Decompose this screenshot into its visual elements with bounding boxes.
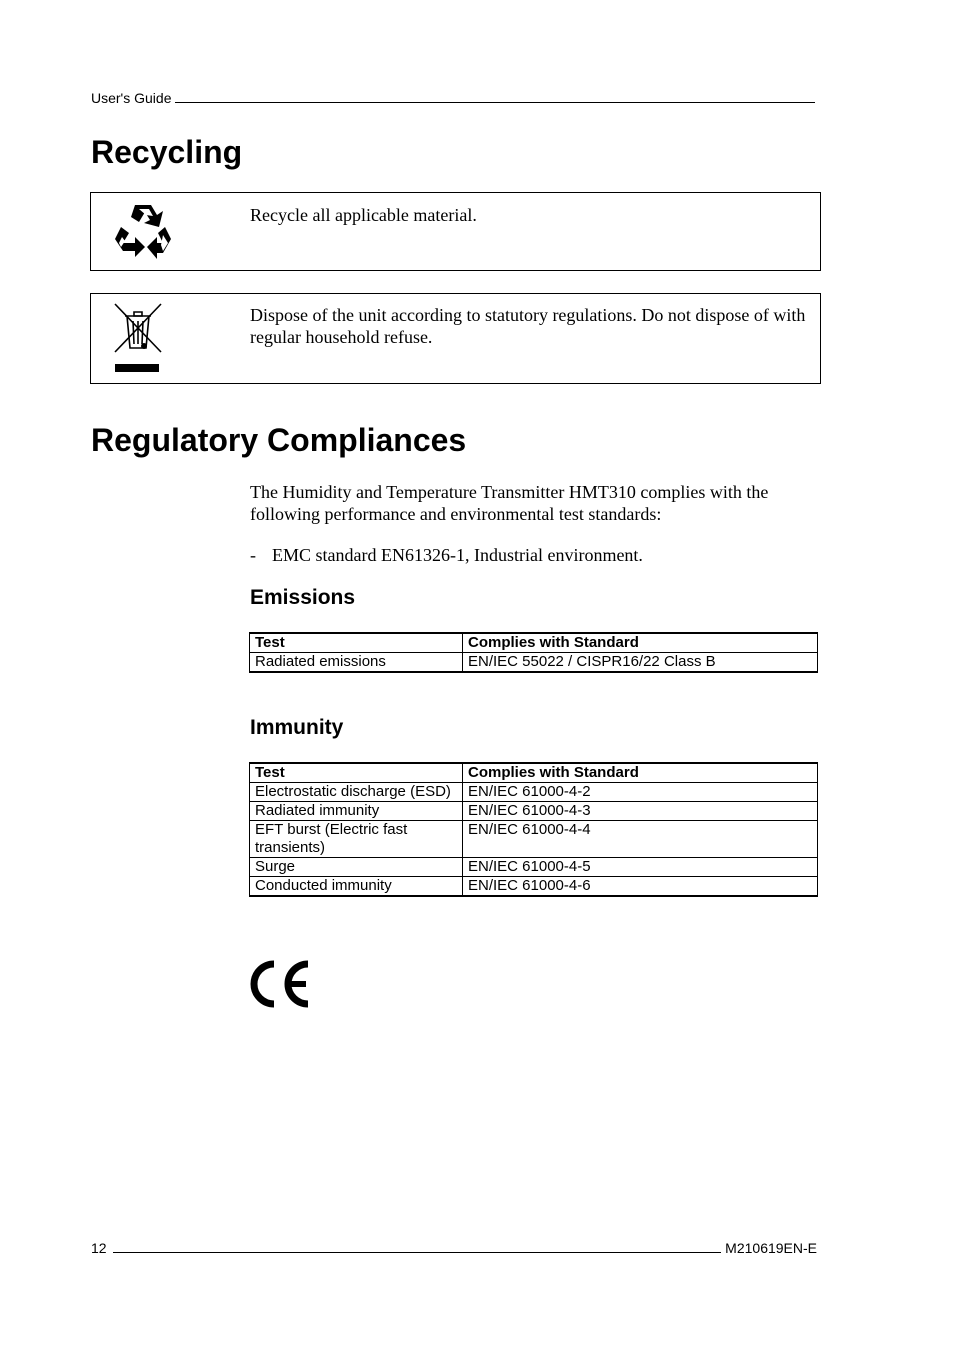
column-header-test: Test — [250, 633, 463, 653]
standard-bullet — [250, 544, 820, 566]
table-row — [250, 877, 818, 897]
table-row — [250, 653, 818, 673]
regulatory-title: Regulatory Compliances — [91, 422, 467, 458]
standard-cell: EN/IEC 61000-4-5 — [463, 858, 818, 877]
regulatory-intro: The Humidity and Temperature Transmitter HMT310 complies with the following performance and environmental test standards: — [250, 482, 769, 524]
standard-cell: EN/IEC 55022 / CISPR16/22 Class B — [463, 653, 818, 673]
test-cell: Conducted immunity — [250, 877, 463, 897]
bullet-text: EMC standard EN61326-1, Industrial environment. — [272, 545, 643, 565]
table-header-row — [250, 633, 818, 653]
test-cell: Surge — [250, 858, 463, 877]
test-cell: Electrostatic discharge (ESD) — [250, 783, 463, 802]
immunity-table — [249, 762, 818, 897]
weee-bin-icon — [111, 302, 165, 379]
header-rule — [175, 102, 815, 103]
table-row — [250, 802, 818, 821]
column-header-test: Test — [250, 763, 463, 783]
test-cell: Radiated immunity — [250, 802, 463, 821]
recycle-notice-text: Recycle all applicable material. — [250, 205, 477, 225]
bullet-marker: - — [250, 545, 256, 565]
table-row — [250, 783, 818, 802]
standard-cell: EN/IEC 61000-4-4 — [463, 821, 818, 858]
page-number: 12 — [91, 1240, 107, 1256]
recycle-notice — [90, 192, 821, 271]
recycle-icon — [113, 201, 175, 268]
immunity-title: Immunity — [250, 716, 344, 739]
document-code: M210619EN-E — [725, 1240, 817, 1256]
emissions-table — [249, 632, 818, 673]
disposal-notice — [90, 293, 821, 384]
ce-mark-icon — [249, 960, 313, 1013]
column-header-standard: Complies with Standard — [463, 763, 818, 783]
test-cell: EFT burst (Electric fast transients) — [250, 821, 463, 858]
standard-cell: EN/IEC 61000-4-2 — [463, 783, 818, 802]
header-title: User's Guide — [91, 90, 172, 106]
table-header-row — [250, 763, 818, 783]
test-cell: Radiated emissions — [250, 653, 463, 673]
recycling-title: Recycling — [91, 134, 243, 170]
standard-cell: EN/IEC 61000-4-6 — [463, 877, 818, 897]
page-footer — [91, 1240, 817, 1256]
disposal-notice-text: Dispose of the unit according to statutory regulations. Do not dispose of with regular household refuse. — [250, 305, 806, 347]
page-header — [91, 90, 815, 106]
table-row — [250, 858, 818, 877]
standard-cell: EN/IEC 61000-4-3 — [463, 802, 818, 821]
footer-rule — [113, 1252, 722, 1253]
emissions-title: Emissions — [250, 586, 356, 609]
column-header-standard: Complies with Standard — [463, 633, 818, 653]
table-row — [250, 821, 818, 858]
